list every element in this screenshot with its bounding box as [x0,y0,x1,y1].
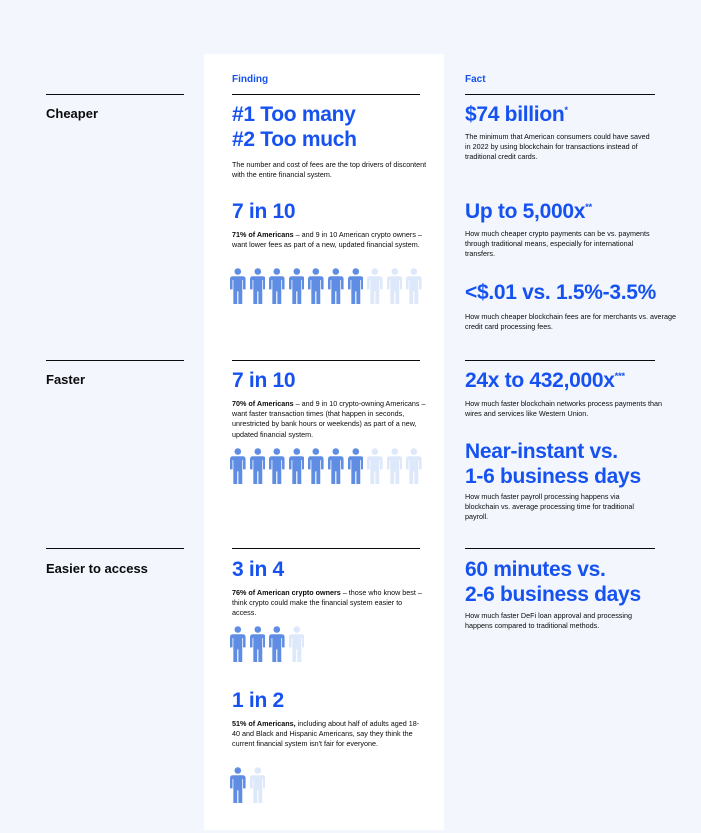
fact-loans-stat [465,558,641,608]
person-icon [289,448,305,484]
fact-cheaper-payments-value: Up to 5,000x [465,200,586,223]
person-icon [406,268,422,304]
person-icon [230,767,246,803]
person-icon [269,448,285,484]
person-icon [250,626,266,662]
finding-access-text: – those who know best – think crypto could make the financial system easier to access. [232,588,422,618]
person-icon [289,626,305,662]
fact-savings-value: $74 billion [465,103,565,126]
finding-fees-stat: 7 in 10 [232,200,296,223]
category-cheaper: Cheaper [46,106,99,121]
person-icon [250,268,266,304]
person-icon [230,268,246,304]
divider [46,94,184,95]
category-easier: Easier to access [46,561,148,576]
person-icon [367,268,383,304]
finding-fair-desc [232,719,422,750]
footnote-mark: * [564,105,568,116]
footnote-mark: *** [614,371,625,382]
person-icon [348,448,364,484]
person-icon [308,268,324,304]
fact-savings-desc: The minimum that American consumers could have saved in 2022 by using blockchain for transactions instead of traditional credit cards. [465,132,650,162]
finding-fair-stat: 1 in 2 [232,689,284,712]
person-icon [328,448,344,484]
finding-fees-text: – and 9 in 10 American crypto owners – want lower fees as part of a new, updated financial system. [232,230,422,250]
person-icon [406,448,422,484]
person-icon [348,268,364,304]
person-icon [387,268,403,304]
divider [46,548,184,549]
finding-speed-desc [232,399,427,440]
fact-loans-line2: 2-6 business days [465,582,641,606]
category-faster: Faster [46,372,86,387]
fact-loans-desc: How much faster DeFi loan approval and processing happens compared to traditional methods. [465,611,632,631]
person-icon [269,268,285,304]
finding-too-many [232,103,357,153]
finding-fees-desc [232,230,424,250]
finding-fees-bold: 71% of Americans [232,230,294,239]
fact-cheaper-payments-desc: How much cheaper crypto payments can be vs. payments through traditional means, especially for international transfers. [465,229,650,259]
person-icon [269,626,285,662]
people-row-speed [230,448,422,484]
divider [232,360,420,361]
finding-header: Finding [232,74,269,85]
divider [465,94,655,95]
fact-cheaper-payments-stat [465,200,592,225]
person-icon [308,448,324,484]
people-row-fair [230,767,265,803]
finding-fair-bold: 51% of Americans, [232,719,296,728]
finding-access-stat: 3 in 4 [232,558,284,581]
footnote-mark: ** [585,202,592,213]
fact-faster-networks-stat [465,369,625,394]
finding-speed-bold: 70% of Americans [232,399,294,408]
finding-too-many-line2: #2 Too much [232,127,357,151]
fact-header: Fact [465,74,486,85]
person-icon [230,626,246,662]
finding-speed-text: – and 9 in 10 crypto-owning Americans – want faster transaction times (that happen in seconds, unrestricted by bank hours or weekends) as part of a new, updated financial system. [232,399,426,439]
person-icon [387,448,403,484]
divider [465,360,655,361]
divider [232,94,420,95]
fact-payroll-stat [465,440,641,490]
fact-fees-compare-desc: How much cheaper blockchain fees are for merchants vs. average credit card processing fees. [465,312,676,332]
divider [465,548,655,549]
fact-fees-compare-stat: <$.01 vs. 1.5%-3.5% [465,281,657,304]
fact-payroll-line1: Near-instant vs. [465,440,618,463]
finding-access-desc [232,588,427,619]
person-icon [250,767,266,803]
fact-savings-stat [465,103,568,128]
fact-payroll-desc: How much faster payroll processing happens via blockchain vs. average processing time for traditional payroll. [465,492,634,522]
finding-speed-stat: 7 in 10 [232,369,296,392]
finding-access-bold: 76% of American crypto owners [232,588,341,597]
person-icon [250,448,266,484]
fact-faster-networks-desc: How much faster blockchain networks process payments than wires and services like Western Union. [465,399,662,419]
people-row-fees [230,268,422,304]
person-icon [230,448,246,484]
person-icon [367,448,383,484]
fact-faster-networks-value: 24x to 432,000x [465,369,615,392]
fact-loans-line1: 60 minutes vs. [465,558,606,581]
people-row-access [230,626,304,662]
divider [232,548,420,549]
person-icon [289,268,305,304]
fact-payroll-line2: 1-6 business days [465,464,641,488]
divider [46,360,184,361]
person-icon [328,268,344,304]
finding-too-many-line1: #1 Too many [232,103,356,126]
finding-fair-text: including about half of adults aged 18-40 and Black and Hispanic Americans, say they think the current financial system isn't fair for everyone. [232,719,420,749]
finding-too-many-desc: The number and cost of fees are the top drivers of discontent with the entire financial system. [232,160,427,180]
